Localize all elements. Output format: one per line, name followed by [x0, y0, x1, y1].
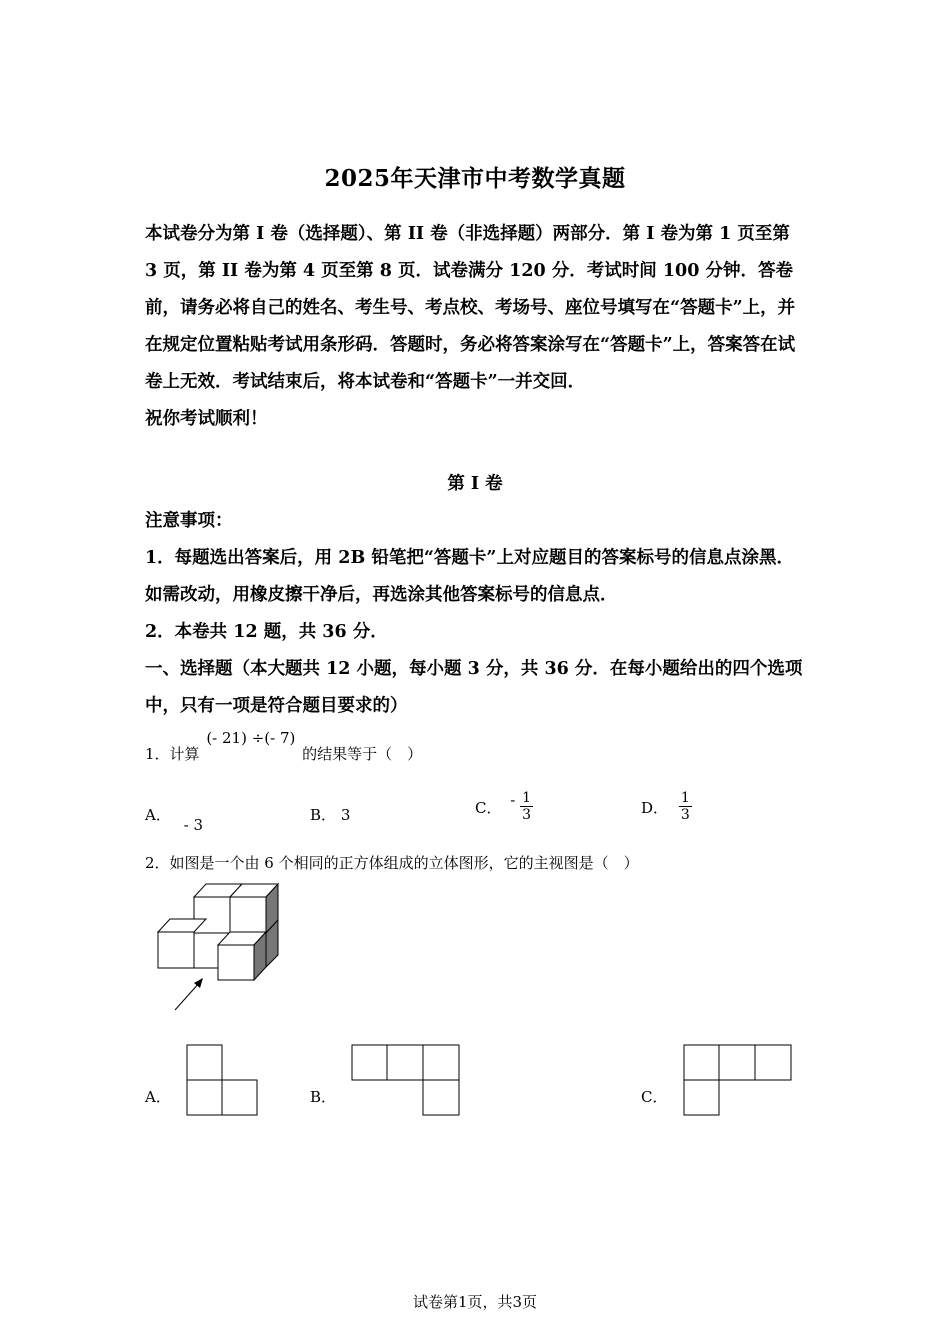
q2-option-a-figure[interactable]: [187, 1045, 257, 1115]
q1-prefix: 1．计算: [145, 745, 200, 763]
q2-option-b-label[interactable]: B．: [310, 1088, 337, 1106]
view-arrow-line: [175, 982, 200, 1010]
notes-heading: 注意事项：: [145, 511, 233, 531]
q1-option-c-label: C．: [475, 798, 502, 817]
q1-option-a-value: - 3: [183, 816, 204, 834]
q1-option-c-denominator: 3: [522, 807, 532, 823]
q2-option-a-label[interactable]: A．: [145, 1088, 171, 1106]
option-c-square-4: [684, 1080, 719, 1115]
q1-option-c-numerator: 1: [522, 790, 532, 806]
option-c-square-3: [755, 1045, 791, 1080]
cube-front-upper-1: [194, 897, 230, 933]
cube-front-left: [158, 932, 194, 968]
cube-front-right: [218, 945, 254, 980]
q2-option-c-label[interactable]: C．: [641, 1088, 668, 1106]
option-a-square-2: [187, 1080, 222, 1115]
question-2: 2．如图是一个由 6 个相同的正方体组成的立体图形，它的主视图是（ ）: [145, 854, 639, 872]
q1-option-b-label: B．: [310, 806, 337, 824]
option-b-square-4: [423, 1080, 459, 1115]
option-b-square-3: [423, 1045, 459, 1080]
q1-option-d-numerator: 1: [680, 790, 690, 806]
q1-option-c-sign: -: [510, 790, 516, 809]
q1-option-a-label: A．: [145, 806, 171, 824]
section-title: 第 I 卷: [447, 474, 503, 494]
q1-option-b-value: 3: [340, 806, 351, 824]
option-b-square-2: [387, 1045, 423, 1080]
option-a-square-1: [187, 1045, 222, 1080]
part-heading: 一、选择题（本大题共 12 小题，每小题 3 分，共 36 分．在每小题给出的四个选项中，只有一项是符合题目要求的）: [145, 659, 803, 716]
notes-item-2: 2．本卷共 12 题，共 36 分．: [145, 622, 388, 642]
option-c-square-1: [684, 1045, 719, 1080]
q1-suffix: 的结果等于（ ）: [302, 745, 423, 763]
q2-option-c-figure[interactable]: [684, 1045, 791, 1115]
notes-item-1: 1．每题选出答案后，用 2B 铅笔把“答题卡”上对应题目的答案标号的信息点涂黑．如需改动，用橡皮擦干净后，再选涂其他答案标号的信息点．: [145, 548, 794, 605]
page-footer: 试卷第1页，共3页: [412, 1293, 538, 1311]
q1-option-d-label: D．: [641, 798, 669, 817]
q1-expression: (- 21) ÷(- 7): [206, 729, 296, 747]
intro-wish: 祝你考试顺利！: [145, 409, 268, 429]
cube-front-upper-2: [230, 897, 266, 933]
page-title: 2025年天津市中考数学真题: [324, 165, 626, 192]
q2-option-b-figure[interactable]: [352, 1045, 459, 1115]
q1-option-d-denominator: 3: [680, 807, 690, 823]
option-b-square-1: [352, 1045, 387, 1080]
option-a-square-3: [222, 1080, 257, 1115]
option-c-square-2: [719, 1045, 755, 1080]
intro-paragraph: 本试卷分为第 I 卷（选择题）、第 II 卷（非选择题）两部分．第 I 卷为第 1 页至第 3 页，第 II 卷为第 4 页至第 8 页．试卷满分 120 分．考试时间 100 分钟．答卷前，请务必将自己的姓名、考生号、考点校、考场号、座位号填写在“答题卡”上，并在规定位置粘贴考试用条形码．答题时，务必将答案涂写在“答题卡”上，答案答在试卷上无效．考试结束后，将本试卷和“答题卡”一并交回．: [145, 224, 796, 392]
